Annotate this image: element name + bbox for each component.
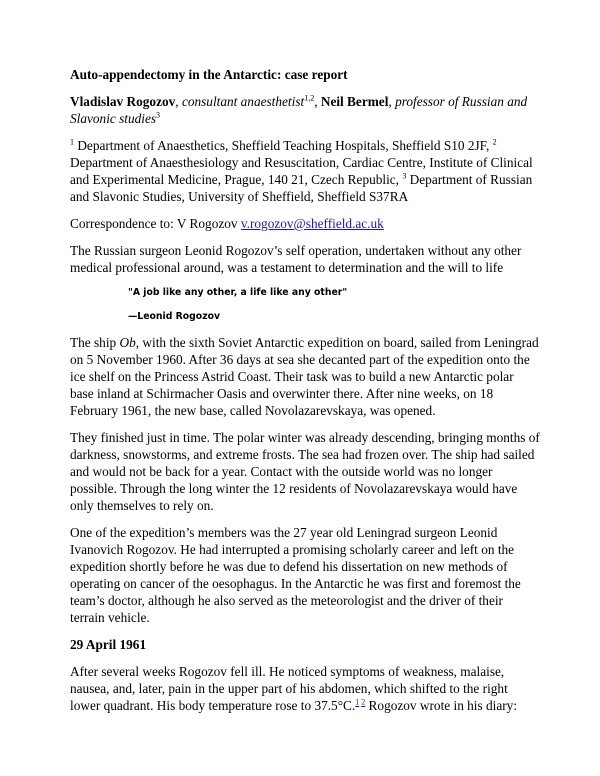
epigraph-attribution: —Leonid Rogozov <box>128 311 221 322</box>
article-title: Auto-appendectomy in the Antarctic: case report <box>70 67 348 82</box>
section-heading: 29 April 1961 <box>70 637 147 652</box>
author-line: Vladislav Rogozov, consultant anaesthetist$^{1,2}$, Neil Bermel, professor of Russian and Slavonic studies$^3$ <box>70 93 528 126</box>
affil-3-sup: 3 <box>402 171 407 181</box>
ship-name: Ob <box>119 335 136 350</box>
epigraph-quote: "A job like any other, a life like any other" <box>128 287 348 298</box>
author-1-role: consultant anaesthetist <box>181 94 305 109</box>
correspondence <box>70 215 540 232</box>
paragraph-4-start: After several weeks Rogozov fell ill. He noticed symptoms of weakness, malaise, nausea, and, later, pain in the upper part of his abdomen, which shifted to the right lower quadrant. His body temperature rose to 37.5°C. <box>70 664 508 713</box>
affil-3: Department of Russian and Slavonic Studies, University of Sheffield, Sheffield S37RA <box>70 172 533 204</box>
author-2-name: Neil Bermel <box>320 94 389 109</box>
paragraph-1 <box>70 334 540 419</box>
paragraph-4 <box>70 663 540 714</box>
author-2-role: professor of Russian and Slavonic studies <box>70 94 528 126</box>
affil-1: Department of Anaesthetics, Sheffield Teaching Hospitals, Sheffield S10 2JF, <box>77 138 490 153</box>
affil-1-sup: 1 <box>70 137 74 147</box>
paragraph-3: One of the expedition’s members was the 27 year old Leningrad surgeon Leonid Ivanovich Rogozov. He had interrupted a promising scholarly career and left on the expedition shortly before he was due to defend his dissertation on new methods of operating on cancer of the oesophagus. In the Antarctic he was first and foremost the team’s doctor, although he also served as the meteorologist and the driver of their terrain vehicle. <box>70 525 521 625</box>
correspondence-email-link[interactable]: v.rogozov@sheffield.ac.uk <box>240 216 384 231</box>
author-1-affil-sup: 1,2 <box>304 93 315 103</box>
standfirst: The Russian surgeon Leonid Rogozov’s self operation, undertaken without any other medical professional around, was a testament to determination and the will to life <box>70 243 522 275</box>
paragraph-1-rest: , with the sixth Soviet Antarctic expedition on board, sailed from Leningrad on 5 November 1960. After 36 days at sea she decanted part of the expedition onto the ice shelf on the Princess Astrid Coast. Their task was to build a new Antarctic polar base inland at Schirmacher Oasis and overwinter there. After nine weeks, on 18 February 1961, the new base, called Novolazarevskaya, was opened. <box>70 335 539 418</box>
author-2-affil-sup: 3 <box>156 110 161 120</box>
affiliations <box>70 137 540 205</box>
paragraph-2: They finished just in time. The polar winter was already descending, bringing months of darkness, snowstorms, and extreme frosts. The sea had frozen over. The ship had sailed and would not be back for a year. Contact with the outside world was no longer possible. Through the long winter the 12 residents of Novolazarevskaya would have only themselves to rely on. <box>70 430 540 513</box>
reference-1-link[interactable]: 1 <box>355 697 360 707</box>
paragraph-1-start: The ship <box>70 335 120 350</box>
author-1-name: Vladislav Rogozov <box>70 94 176 109</box>
paragraph-4-end: Rogozov wrote in his diary: <box>365 698 518 713</box>
article <box>70 66 540 724</box>
affil-2-sup: 2 <box>492 137 497 147</box>
reference-2-link[interactable]: 2 <box>361 697 366 707</box>
correspondence-label: Correspondence to: V Rogozov <box>70 216 238 231</box>
affil-2: Department of Anaesthesiology and Resuscitation, Cardiac Centre, Institute of Clinical and Experimental Medicine, Prague, 140 21, Czech Republic, <box>70 155 533 187</box>
